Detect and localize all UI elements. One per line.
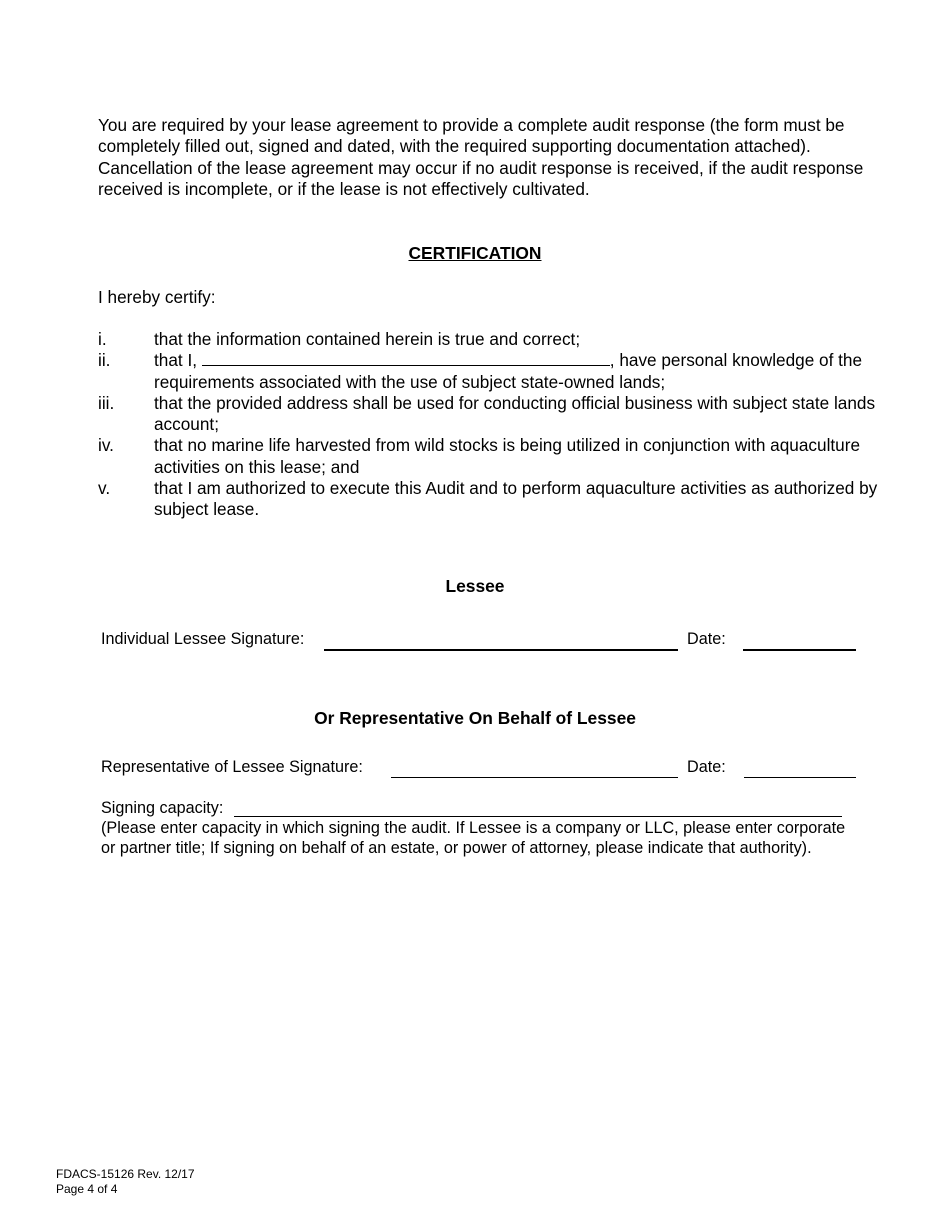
- item-text-suffix: , have personal knowledge of the requirements associated with the use of subject state-owned lands;: [154, 350, 863, 392]
- item-text: that the information contained herein is true and correct;: [154, 329, 581, 349]
- lessee-signature-line[interactable]: [324, 649, 678, 651]
- item-number: i.: [98, 329, 107, 349]
- item-number: v.: [98, 478, 111, 499]
- representative-signature-line[interactable]: [391, 777, 678, 778]
- representative-date-label: Date:: [687, 758, 726, 776]
- certification-item-i: [98, 329, 898, 350]
- certification-item-ii: [98, 350, 898, 393]
- signing-capacity-note: (Please enter capacity in which signing the audit. If Lessee is a company or LLC, please enter corporate or partner title; If signing on behalf of an estate, or power of attorney, please indicate that authority).: [101, 819, 846, 857]
- item-number: iv.: [98, 435, 114, 456]
- page-footer: [56, 1167, 195, 1196]
- signing-capacity-line[interactable]: [234, 816, 842, 817]
- item-text: that I am authorized to execute this Audit and to perform aquaculture activities as authorized by subject lease.: [154, 478, 878, 520]
- item-number: ii.: [98, 350, 111, 371]
- representative-heading: Or Representative On Behalf of Lessee: [314, 708, 636, 728]
- item-text: [154, 350, 898, 393]
- lessee-date-line[interactable]: [743, 649, 856, 651]
- certify-lead: I hereby certify:: [98, 287, 216, 307]
- page-number: Page 4 of 4: [56, 1181, 118, 1196]
- certification-item-iii: [98, 393, 898, 436]
- item-number: iii.: [98, 392, 115, 413]
- certification-item-v: [98, 478, 898, 521]
- signing-capacity-label: Signing capacity:: [101, 799, 224, 817]
- representative-date-line[interactable]: [744, 777, 856, 778]
- item-text-prefix: that I,: [154, 350, 202, 371]
- certification-list: [98, 329, 898, 521]
- representative-signature-label: Representative of Lessee Signature:: [101, 758, 363, 776]
- lessee-signature-label: Individual Lessee Signature:: [101, 630, 305, 648]
- lessee-date-label: Date:: [687, 630, 726, 648]
- name-blank-line[interactable]: [202, 351, 610, 366]
- item-text: that the provided address shall be used for conducting official business with subject state lands account;: [154, 392, 876, 435]
- item-text: that no marine life harvested from wild stocks is being utilized in conjunction with aquaculture activities on this lease; and: [154, 435, 861, 477]
- certification-item-iv: [98, 435, 898, 478]
- certification-title: CERTIFICATION: [408, 243, 542, 263]
- lessee-heading: Lessee: [445, 576, 505, 596]
- form-id: FDACS-15126 Rev. 12/17: [56, 1167, 195, 1181]
- intro-paragraph: You are required by your lease agreement to provide a complete audit response (the form must be completely filled out, signed and dated, with the required supporting documentation attached). Cancellation of the lease agreement may occur if no audit response is received, if the audit response received is incomplete, or if the lease is not effectively cultivated.: [98, 115, 864, 199]
